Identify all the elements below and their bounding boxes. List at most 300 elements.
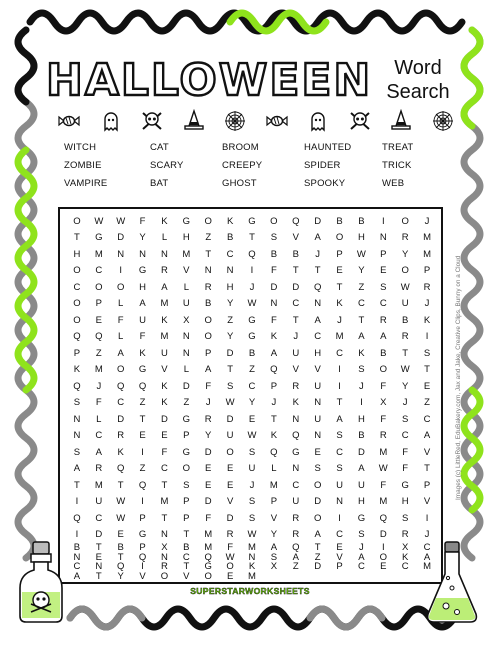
grid-letter: O	[204, 314, 212, 326]
grid-letter: B	[183, 542, 190, 553]
grid-letter: O	[73, 215, 81, 227]
grid-letter: O	[182, 463, 191, 474]
grid-letter: B	[117, 542, 124, 553]
grid-letter: C	[182, 551, 190, 563]
grid-letter: E	[205, 479, 212, 491]
grid-letter: E	[117, 529, 124, 540]
grid-letter: T	[74, 232, 80, 243]
grid-letter: V	[423, 446, 431, 458]
grid-letter: Q	[73, 380, 81, 392]
worksheet-title: HALLOWEEN	[46, 55, 373, 106]
grid-letter: O	[73, 265, 81, 276]
grid-letter: O	[204, 570, 212, 582]
grid-letter: P	[336, 561, 343, 572]
word-list-item: VAMPIRE	[64, 178, 108, 189]
grid-letter: Y	[402, 380, 409, 392]
grid-letter: V	[183, 265, 190, 276]
grid-letter: J	[249, 479, 255, 491]
grid-letter: O	[335, 232, 344, 243]
grid-letter: S	[73, 446, 81, 458]
grid-letter: G	[182, 413, 191, 425]
grid-letter: Y	[248, 397, 256, 408]
grid-letter: G	[204, 561, 212, 572]
grid-letter: G	[401, 479, 409, 491]
grid-letter: Q	[270, 364, 278, 375]
grid-letter: E	[95, 551, 102, 563]
word-list-item: SCARY	[150, 160, 184, 171]
grid-letter: E	[205, 463, 212, 474]
grid-letter: T	[95, 542, 102, 553]
grid-letter: J	[249, 281, 255, 293]
grid-letter: L	[118, 298, 124, 309]
grid-letter: E	[380, 265, 387, 276]
word-list-item: TREAT	[382, 142, 414, 153]
grid-letter: S	[336, 430, 343, 441]
grid-letter: M	[94, 479, 103, 491]
grid-letter: C	[357, 561, 365, 572]
grid-letter: Z	[314, 551, 321, 563]
grid-letter: K	[402, 551, 409, 563]
grid-letter: O	[313, 479, 322, 491]
grid-letter: T	[270, 413, 277, 425]
grid-letter: Q	[117, 463, 125, 474]
grid-letter: K	[161, 314, 168, 326]
grid-letter: T	[227, 364, 234, 375]
grid-letter: T	[183, 561, 190, 572]
word-list-item: CAT	[150, 142, 169, 153]
grid-letter: Y	[402, 248, 409, 260]
grid-letter: P	[183, 496, 190, 507]
grid-letter: J	[315, 248, 321, 260]
grid-letter: S	[380, 281, 387, 293]
grid-letter: H	[182, 232, 190, 243]
grid-letter: E	[336, 265, 343, 276]
grid-letter: H	[401, 496, 409, 507]
grid-letter: C	[226, 248, 234, 260]
grid-letter: B	[73, 542, 81, 553]
grid-letter: G	[138, 265, 147, 276]
grid-letter: O	[204, 215, 212, 227]
grid-letter: B	[358, 430, 365, 441]
grid-letter: F	[95, 397, 102, 408]
grid-letter: M	[204, 542, 213, 553]
grid-letter: Z	[183, 397, 190, 408]
grid-letter: G	[138, 364, 147, 375]
grid-letter: W	[400, 364, 410, 375]
grid-letter: Y	[270, 529, 278, 540]
grid-letter: M	[248, 570, 256, 582]
grid-letter: C	[95, 430, 103, 441]
grid-letter: H	[357, 413, 365, 425]
grid-letter: P	[205, 347, 212, 359]
grid-letter: P	[183, 512, 190, 524]
grid-letter: R	[401, 232, 409, 243]
grid-letter: P	[336, 248, 343, 260]
grid-letter: C	[292, 479, 300, 491]
grid-letter: D	[117, 413, 125, 425]
grid-letter: N	[292, 413, 300, 425]
word-list-item: BROOM	[222, 142, 259, 153]
grid-letter: U	[336, 479, 343, 491]
grid-letter: U	[292, 347, 300, 359]
grid-letter: N	[182, 331, 190, 342]
grid-letter: Q	[117, 561, 125, 572]
grid-letter: R	[226, 529, 234, 540]
grid-letter: N	[248, 551, 256, 563]
grid-letter: L	[161, 232, 168, 243]
grid-letter: Q	[73, 512, 81, 524]
grid-letter: D	[204, 446, 212, 458]
grid-letter: N	[314, 298, 322, 309]
grid-letter: R	[423, 281, 431, 293]
potion-flask-illustration	[424, 540, 480, 624]
grid-letter: S	[73, 397, 81, 408]
grid-letter: H	[226, 281, 234, 293]
halloween-icon-row	[56, 108, 456, 134]
grid-letter: Q	[138, 551, 147, 563]
grid-letter: R	[117, 430, 125, 441]
grid-letter: T	[117, 551, 124, 563]
grid-letter: B	[270, 248, 278, 260]
grid-letter: S	[270, 551, 278, 563]
grid-letter: O	[204, 331, 212, 342]
grid-letter: T	[314, 542, 321, 553]
grid-letter: K	[248, 561, 256, 572]
grid-letter: O	[226, 446, 234, 458]
grid-letter: D	[204, 496, 212, 507]
grid-letter: E	[139, 430, 146, 441]
grid-letter: P	[183, 430, 190, 441]
grid-letter: W	[400, 281, 410, 293]
grid-letter: M	[335, 331, 344, 342]
grid-letter: K	[161, 397, 168, 408]
grid-letter: J	[402, 397, 408, 408]
grid-letter: G	[248, 215, 256, 227]
grid-letter: U	[139, 314, 147, 326]
grid-letter: P	[270, 496, 278, 507]
grid-letter: D	[314, 496, 322, 507]
grid-letter: R	[292, 529, 300, 540]
grid-letter: W	[225, 551, 235, 563]
grid-letter: F	[205, 512, 212, 524]
grid-letter: G	[248, 331, 256, 342]
grid-letter: V	[314, 364, 321, 375]
grid-letter: D	[161, 413, 168, 425]
grid-letter: E	[226, 463, 234, 474]
grid-letter: L	[183, 364, 189, 375]
grid-letter: L	[183, 281, 189, 293]
grid-letter: H	[357, 496, 365, 507]
grid-letter: F	[402, 463, 409, 474]
grid-letter: M	[379, 446, 388, 458]
grid-letter: I	[338, 364, 341, 375]
grid-letter: A	[161, 281, 168, 293]
grid-letter: Z	[95, 347, 102, 359]
grid-letter: O	[313, 512, 322, 524]
grid-letter: N	[161, 248, 168, 260]
grid-letter: C	[314, 331, 322, 342]
grid-letter: K	[139, 347, 146, 359]
grid-letter: S	[358, 364, 365, 375]
grid-letter: R	[379, 314, 387, 326]
grid-letter: A	[73, 463, 81, 474]
grid-letter: D	[117, 232, 125, 243]
grid-letter: M	[423, 232, 431, 243]
grid-letter: N	[336, 496, 343, 507]
grid-letter: A	[314, 232, 321, 243]
grid-letter: P	[139, 512, 146, 524]
grid-letter: O	[117, 281, 125, 293]
grid-letter: R	[204, 281, 212, 293]
grid-letter: W	[116, 496, 126, 507]
grid-letter: A	[314, 529, 321, 540]
grid-letter: V	[270, 512, 278, 524]
grid-letter: R	[292, 512, 300, 524]
ghost-icon	[98, 109, 124, 133]
grid-letter: Q	[270, 446, 278, 458]
grid-letter: A	[358, 551, 365, 563]
grid-letter: J	[424, 298, 430, 309]
grid-letter: J	[424, 215, 430, 227]
grid-letter: T	[336, 397, 343, 408]
grid-letter: I	[381, 542, 385, 553]
grid-letter: Q	[248, 248, 256, 260]
grid-letter: U	[292, 496, 300, 507]
grid-letter: H	[73, 248, 81, 260]
grid-letter: R	[401, 529, 409, 540]
puzzle-grid-box	[58, 207, 443, 584]
grid-letter: N	[314, 430, 322, 441]
candy-icon	[56, 109, 82, 133]
grid-letter: C	[248, 380, 256, 392]
word-list-item: SPIDER	[304, 160, 341, 171]
grid-letter: K	[292, 397, 299, 408]
grid-letter: S	[270, 232, 278, 243]
grid-letter: O	[401, 215, 409, 227]
grid-letter: F	[402, 446, 409, 458]
grid-letter: D	[226, 512, 234, 524]
grid-letter: C	[292, 298, 300, 309]
grid-letter: Z	[139, 463, 146, 474]
grid-letter: E	[314, 446, 321, 458]
grid-letter: K	[73, 364, 81, 375]
grid-letter: O	[379, 364, 387, 375]
grid-letter: T	[402, 347, 409, 359]
grid-letter: N	[270, 298, 278, 309]
grid-letter: X	[183, 314, 190, 326]
grid-letter: T	[424, 364, 430, 375]
word-list-item: HAUNTED	[304, 142, 352, 153]
grid-letter: V	[336, 551, 343, 563]
grid-letter: W	[247, 298, 257, 309]
grid-letter: N	[117, 248, 125, 260]
grid-letter: D	[95, 529, 103, 540]
grid-letter: I	[141, 446, 144, 458]
grid-letter: J	[424, 529, 430, 540]
grid-letter: M	[423, 248, 431, 260]
grid-letter: C	[423, 542, 431, 553]
grid-letter: T	[205, 248, 212, 260]
grid-letter: R	[204, 413, 212, 425]
grid-letter: M	[160, 496, 169, 507]
grid-letter: C	[336, 446, 343, 458]
grid-letter: A	[358, 331, 365, 342]
grid-letter: T	[183, 529, 190, 540]
grid-letter: G	[248, 314, 256, 326]
grid-letter: G	[95, 232, 103, 243]
grid-letter: X	[402, 542, 409, 553]
grid-letter: A	[336, 413, 343, 425]
subtitle-word: Word	[394, 57, 442, 79]
grid-letter: G	[138, 529, 147, 540]
grid-letter: F	[117, 314, 124, 326]
grid-letter: K	[423, 314, 431, 326]
grid-letter: V	[292, 232, 299, 243]
grid-letter: G	[182, 215, 191, 227]
grid-letter: O	[73, 298, 81, 309]
grid-letter: R	[161, 561, 168, 572]
grid-letter: J	[337, 314, 342, 326]
grid-letter: E	[423, 380, 431, 392]
grid-letter: N	[73, 551, 81, 563]
grid-letter: M	[160, 298, 169, 309]
grid-letter: A	[117, 347, 124, 359]
grid-letter: O	[73, 314, 81, 326]
grid-letter: J	[205, 397, 211, 408]
grid-letter: W	[247, 529, 257, 540]
grid-letter: N	[292, 463, 300, 474]
grid-letter: Q	[73, 331, 81, 342]
grid-letter: C	[357, 298, 365, 309]
grid-letter: A	[73, 570, 81, 582]
grid-letter: C	[73, 281, 81, 293]
grid-letter: L	[271, 463, 277, 474]
grid-letter: T	[314, 265, 321, 276]
grid-letter: Q	[138, 380, 147, 392]
grid-letter: Z	[358, 281, 365, 293]
grid-letter: F	[380, 479, 387, 491]
grid-letter: G	[357, 512, 366, 524]
grid-letter: V	[226, 496, 234, 507]
grid-letter: N	[204, 265, 212, 276]
grid-letter: F	[270, 314, 277, 326]
grid-letter: I	[250, 265, 254, 276]
spiderweb-icon	[430, 109, 456, 133]
grid-letter: Z	[227, 314, 234, 326]
grid-letter: M	[423, 561, 431, 572]
grid-letter: W	[247, 430, 257, 441]
grid-letter: C	[336, 529, 343, 540]
grid-letter: S	[314, 463, 321, 474]
grid-letter: M	[182, 248, 191, 260]
grid-letter: S	[248, 512, 256, 524]
grid-letter: T	[358, 314, 365, 326]
grid-letter: M	[204, 529, 213, 540]
grid-letter: P	[423, 479, 431, 491]
grid-letter: C	[423, 413, 431, 425]
grid-letter: F	[161, 446, 168, 458]
grid-letter: Z	[139, 397, 146, 408]
grid-letter: W	[225, 397, 235, 408]
grid-letter: C	[401, 561, 409, 572]
grid-letter: O	[401, 265, 409, 276]
grid-letter: N	[73, 413, 81, 425]
grid-letter: T	[117, 479, 124, 491]
grid-letter: A	[314, 314, 321, 326]
grid-letter: K	[358, 347, 365, 359]
grid-letter: B	[205, 298, 212, 309]
grid-letter: C	[161, 463, 168, 474]
grid-letter: G	[182, 446, 191, 458]
grid-letter: B	[336, 215, 343, 227]
grid-letter: I	[338, 380, 341, 392]
grid-letter: Z	[249, 364, 255, 375]
grid-letter: X	[270, 561, 278, 572]
grid-letter: N	[314, 397, 322, 408]
grid-letter: T	[292, 265, 299, 276]
word-list-item: TRICK	[382, 160, 412, 171]
grid-letter: D	[270, 281, 278, 293]
grid-letter: K	[226, 215, 234, 227]
grid-letter: H	[139, 281, 147, 293]
grid-letter: N	[379, 232, 387, 243]
grid-letter: Y	[226, 298, 234, 309]
witch-hat-icon	[181, 109, 207, 133]
grid-letter: N	[226, 265, 234, 276]
grid-letter: Y	[205, 430, 212, 441]
grid-letter: B	[380, 347, 387, 359]
grid-letter: S	[248, 496, 256, 507]
grid-letter: A	[423, 551, 431, 563]
grid-letter: M	[94, 248, 103, 260]
grid-letter: N	[182, 347, 190, 359]
grid-letter: F	[380, 413, 387, 425]
grid-letter: T	[292, 314, 299, 326]
grid-letter: S	[248, 446, 256, 458]
grid-letter: Q	[292, 430, 300, 441]
grid-letter: D	[292, 281, 300, 293]
grid-letter: M	[248, 542, 256, 553]
grid-letter: C	[95, 512, 103, 524]
grid-letter: R	[401, 331, 409, 342]
grid-letter: K	[336, 298, 343, 309]
grid-letter: T	[139, 413, 146, 425]
grid-letter: V	[292, 364, 299, 375]
grid-letter: A	[95, 446, 102, 458]
grid-letter: D	[226, 413, 234, 425]
grid-letter: D	[314, 561, 322, 572]
grid-letter: T	[74, 479, 80, 491]
grid-letter: D	[379, 529, 387, 540]
grid-letter: I	[381, 215, 385, 227]
grid-letter: O	[226, 561, 234, 572]
grid-letter: R	[95, 463, 103, 474]
grid-letter: A	[270, 347, 278, 359]
word-list-item: GHOST	[222, 178, 257, 189]
grid-letter: W	[116, 512, 126, 524]
grid-letter: A	[423, 430, 431, 441]
grid-letter: V	[161, 364, 168, 375]
grid-letter: E	[336, 542, 343, 553]
grid-letter: E	[226, 570, 234, 582]
grid-letter: T	[336, 281, 343, 293]
grid-letter: D	[314, 215, 322, 227]
grid-letter: Z	[205, 232, 212, 243]
grid-letter: I	[75, 496, 79, 507]
grid-letter: U	[314, 413, 322, 425]
grid-letter: J	[359, 542, 364, 553]
grid-letter: L	[96, 413, 102, 425]
